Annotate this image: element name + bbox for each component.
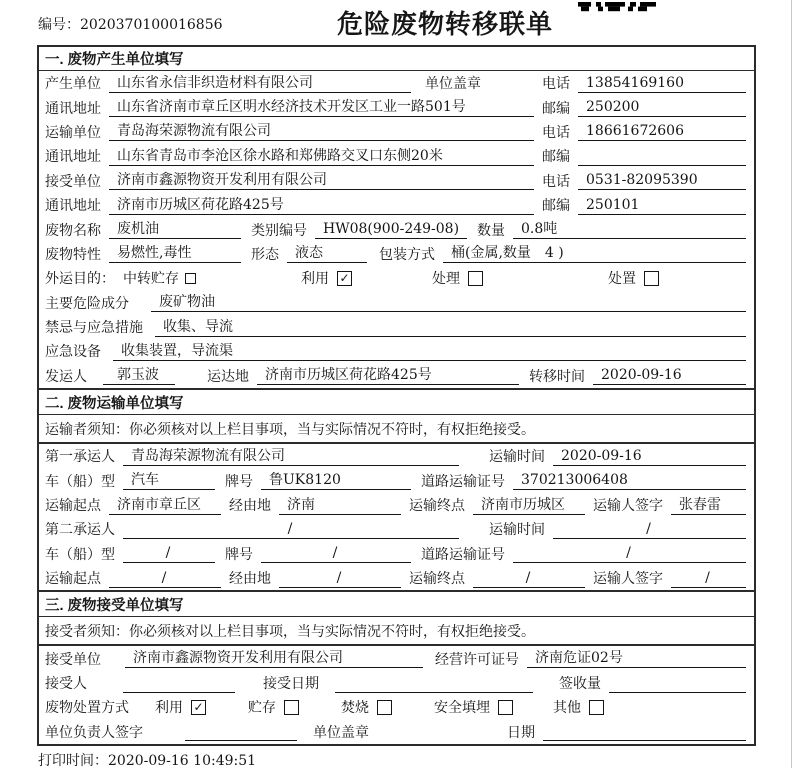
destination-value: 济南市历城区荷花路425号 <box>257 366 519 385</box>
start1-label: 运输起点 <box>45 498 101 515</box>
producer-unit-row <box>39 71 754 95</box>
purpose-label: 外运目的： <box>45 271 115 288</box>
producer-unit-value: 山东省永信非织造材料有限公司 <box>109 74 411 93</box>
transporter-unit-left <box>45 122 542 142</box>
receiver-address-value: 济南市历城区荷花路425号 <box>109 196 534 215</box>
address-label: 通讯地址 <box>45 149 101 166</box>
via1-value: 济南 <box>279 496 401 515</box>
purpose-transfer-storage-checkbox <box>185 273 196 284</box>
receiver-unit-left <box>45 171 542 191</box>
disposal-other-label: 其他 <box>553 700 581 717</box>
producer-address-row <box>39 95 754 119</box>
category-code-value: HW08(900-249-08) <box>315 220 467 239</box>
waste-name-value: 废机油 <box>109 220 241 239</box>
form-label: 形态 <box>251 246 279 263</box>
plate2-value: / <box>261 544 411 563</box>
address-label: 通讯地址 <box>45 100 101 117</box>
vehicle2-row <box>39 542 754 566</box>
seal-date-value <box>543 722 746 741</box>
end2-value: / <box>473 569 585 588</box>
purpose-transfer-storage-label: 中转贮存 <box>123 271 179 288</box>
phone-label: 电话 <box>542 173 570 190</box>
purpose-utilize-checkbox: ✓ <box>337 271 352 286</box>
vehicle1-row <box>39 468 754 492</box>
producer-zip-group <box>542 98 754 118</box>
carrier2-value: / <box>123 520 459 539</box>
zip-label: 邮编 <box>542 149 570 166</box>
zip-label: 邮编 <box>542 198 570 215</box>
transporter-phone-value: 18661672606 <box>578 122 746 141</box>
serial-number: 2020370100016856 <box>80 17 223 33</box>
taboo-measures-value: 收集、导流 <box>155 318 746 337</box>
disposal-incinerate-checkbox <box>377 700 392 715</box>
disposal-storage-checkbox <box>284 700 299 715</box>
manager-sign-value <box>185 722 297 741</box>
disposal-storage-label: 贮存 <box>248 700 276 717</box>
plate1-label: 牌号 <box>225 473 253 490</box>
receive-date-label: 接受日期 <box>263 676 319 692</box>
waste-name-label: 废物名称 <box>45 222 101 239</box>
producer-unit-label: 产生单位 <box>45 76 101 93</box>
disposal-utilize-checkbox: ✓ <box>191 700 206 715</box>
purpose-treat-checkbox <box>468 271 483 286</box>
sign2-label: 运输人签字 <box>593 571 663 588</box>
transport-time1-label: 运输时间 <box>489 449 545 466</box>
road-permit1-label: 道路运输证号 <box>421 473 505 490</box>
producer-unit-left <box>45 73 542 93</box>
main-hazard-label: 主要危险成分 <box>45 295 129 312</box>
receive-date-value <box>335 674 533 693</box>
vehicle2-label: 车（船）型 <box>45 546 115 563</box>
license-label: 经营许可证号 <box>435 651 519 668</box>
main-hazard-value: 废矿物油 <box>151 293 746 312</box>
disposal-landfill-checkbox <box>498 700 513 715</box>
transporter-zip-value <box>578 147 746 166</box>
carrier1-value: 青岛海荣源物流有限公司 <box>123 447 459 466</box>
taboo-measures-label: 禁忌与应急措施 <box>45 320 143 337</box>
purpose-dispose-label: 处置 <box>608 271 636 288</box>
transporter-zip-group <box>542 146 754 166</box>
disposal-incinerate-label: 焚烧 <box>341 700 369 717</box>
recipient-value <box>123 674 235 693</box>
receiver-phone-value: 0531-82095390 <box>578 171 746 190</box>
transporter-phone-group <box>542 122 754 142</box>
amount-value <box>609 674 746 693</box>
producer-phone-group <box>542 73 754 93</box>
form-value: 液态 <box>287 244 367 263</box>
sign1-label: 运输人签字 <box>593 498 663 515</box>
sender-value: 郭玉波 <box>103 366 175 385</box>
disposal-landfill-label: 安全填埋 <box>434 700 490 717</box>
producer-address-left <box>45 98 542 118</box>
carrier2-row <box>39 517 754 541</box>
transport-purpose-row <box>39 266 754 290</box>
producer-zip-value: 250200 <box>578 98 746 117</box>
recipient-row <box>39 671 754 695</box>
section1-title: 一. 废物产生单位填写 <box>39 47 754 71</box>
vehicle1-label: 车（船）型 <box>45 473 115 490</box>
sign1-value: 张春雷 <box>671 496 746 515</box>
packing-label: 包装方式 <box>379 246 435 263</box>
start2-value: / <box>109 569 221 588</box>
sender-row <box>39 364 754 388</box>
carrier1-row <box>39 444 754 468</box>
end2-label: 运输终点 <box>409 571 465 588</box>
print-time-line <box>38 750 256 768</box>
destination-label: 运达地 <box>207 368 249 385</box>
vehicle2-value: / <box>123 544 215 563</box>
receiver-unit-label: 接受单位 <box>45 173 101 190</box>
waste-characteristic-row <box>39 242 754 266</box>
waste-name-row <box>39 217 754 241</box>
plate2-label: 牌号 <box>225 546 253 563</box>
purpose-utilize-label: 利用 <box>301 271 329 288</box>
transporter-address-value: 山东省青岛市李沧区徐水路和郑佛路交叉口东侧20米 <box>109 147 534 166</box>
transporter-address-row <box>39 144 754 168</box>
section2-title: 二. 废物运输单位填写 <box>39 388 754 415</box>
license-value: 济南危证02号 <box>527 649 746 668</box>
route1-row <box>39 493 754 517</box>
receiver-address-row <box>39 193 754 217</box>
transporter-unit-label: 运输单位 <box>45 124 101 141</box>
road-permit2-label: 道路运输证号 <box>421 546 505 563</box>
manager-sign-label: 单位负责人签字 <box>45 724 143 741</box>
via2-label: 经由地 <box>229 571 271 588</box>
address-label: 通讯地址 <box>45 198 101 215</box>
receiver-zip-group <box>542 195 754 215</box>
category-code-label: 类别编号 <box>251 222 307 239</box>
accept-unit-value: 济南市鑫源物资开发利用有限公司 <box>125 649 423 668</box>
serial-number-line <box>38 14 223 34</box>
qr-code-fragment-icon <box>578 0 658 16</box>
serial-label: 编号： <box>38 17 80 33</box>
disposal-method-label: 废物处置方式 <box>45 700 129 717</box>
phone-label: 电话 <box>542 124 570 141</box>
accept-unit-row <box>39 646 754 670</box>
quantity-label: 数量 <box>477 222 505 239</box>
characteristic-value: 易燃性,毒性 <box>109 244 241 263</box>
section3-title: 三. 废物接受单位填写 <box>39 590 754 617</box>
section2-notice: 运输者须知：你必须核对以上栏目事项，当与实际情况不符时，有权拒绝接受。 <box>39 415 754 444</box>
road-permit2-value: / <box>513 544 746 563</box>
emergency-equipment-value: 收集装置，导流渠 <box>113 342 746 361</box>
producer-phone-value: 13854169160 <box>578 74 746 93</box>
via2-value: / <box>279 569 401 588</box>
transport-time1-value: 2020-09-16 <box>553 447 746 466</box>
characteristic-label: 废物特性 <box>45 246 101 263</box>
print-time-value: 2020-09-16 10:49:51 <box>108 753 257 768</box>
recipient-label: 接受人 <box>45 676 87 692</box>
end1-value: 济南市历城区 <box>473 496 585 515</box>
accept-unit-label: 接受单位 <box>45 651 101 668</box>
emergency-equipment-row <box>39 339 754 363</box>
main-hazard-row <box>39 291 754 315</box>
unit-seal-label-2: 单位盖章 <box>313 724 369 741</box>
via1-label: 经由地 <box>229 498 271 515</box>
producer-address-value: 山东省济南市章丘区明水经济技术开发区工业一路501号 <box>109 98 534 117</box>
receiver-unit-row <box>39 169 754 193</box>
section3-notice: 接受者须知：你必须核对以上栏目事项，当与实际情况不符时，有权拒绝接受。 <box>39 617 754 646</box>
transport-time2-label: 运输时间 <box>489 522 545 539</box>
carrier2-label: 第二承运人 <box>45 522 115 539</box>
phone-label: 电话 <box>542 76 570 93</box>
plate1-value: 鲁UK8120 <box>261 471 411 490</box>
transfer-time-label: 转移时间 <box>529 368 585 385</box>
carrier1-label: 第一承运人 <box>45 449 115 466</box>
page-title: 危险废物转移联单 <box>336 9 553 39</box>
receiver-phone-group <box>542 171 754 191</box>
quantity-value: 0.8吨 <box>513 220 746 239</box>
transporter-unit-value: 青岛海荣源物流有限公司 <box>109 122 534 141</box>
disposal-method-row <box>39 695 754 719</box>
start1-value: 济南市章丘区 <box>109 496 221 515</box>
emergency-equipment-label: 应急设备 <box>45 344 101 361</box>
transfer-time-value: 2020-09-16 <box>593 366 746 385</box>
route2-row <box>39 566 754 590</box>
receiver-unit-value: 济南市鑫源物资开发利用有限公司 <box>109 171 534 190</box>
taboo-measures-row <box>39 315 754 339</box>
transfer-form-table <box>37 45 756 746</box>
print-time-label: 打印时间： <box>38 753 108 768</box>
purpose-treat-label: 处理 <box>432 271 460 288</box>
receiver-zip-value: 250101 <box>578 196 746 215</box>
packing-value: 桶(金属,数量 4 ) <box>443 244 746 263</box>
sender-label: 发运人 <box>45 368 87 385</box>
zip-label: 邮编 <box>542 100 570 117</box>
amount-label: 签收量 <box>559 676 601 692</box>
manager-sign-row <box>39 720 754 744</box>
receiver-address-left <box>45 195 542 215</box>
vehicle1-value: 汽车 <box>123 471 215 490</box>
disposal-utilize-label: 利用 <box>155 700 183 717</box>
unit-seal-label: 单位盖章 <box>425 76 481 93</box>
end1-label: 运输终点 <box>409 498 465 515</box>
transporter-unit-row <box>39 120 754 144</box>
transporter-address-left <box>45 146 542 166</box>
sign2-value: / <box>671 569 746 588</box>
page-edge-line <box>791 0 792 768</box>
transport-time2-value: / <box>553 520 746 539</box>
disposal-other-checkbox <box>589 700 604 715</box>
seal-date-label: 日期 <box>507 724 535 741</box>
purpose-dispose-checkbox <box>644 271 659 286</box>
start2-label: 运输起点 <box>45 571 101 588</box>
road-permit1-value: 370213006408 <box>513 471 746 490</box>
